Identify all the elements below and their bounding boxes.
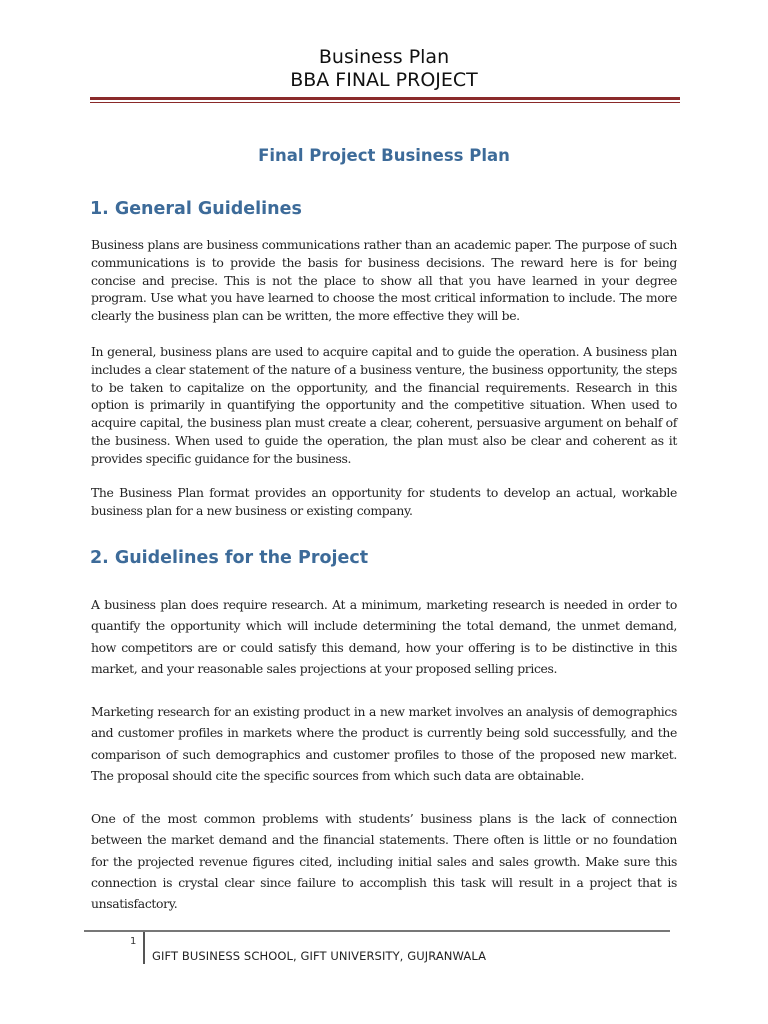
header-rule-thin xyxy=(90,102,680,103)
paragraph: Marketing research for an existing product in a new market involves an analysis of demographics and customer profiles in markets where the product is currently being sold successfully, and the comparison of such demographics and customer profiles to those of the proposed new market. The proposal should cite the specific sources from which such data are obtainable. xyxy=(91,704,677,783)
section-number: 2. xyxy=(90,548,109,568)
paragraph: In general, business plans are used to acquire capital and to guide the operation. A business plan includes a clear statement of the nature of a business venture, the business opportunity, the steps to be taken to capitalize on the opportunity, and the financial requirements. Research in this option is primarily in quantifying the opportunity and the competitive situation. When used to acquire capital, the business plan must create a clear, coherent, persuasive argument on behalf of the business. When used to guide the operation, the plan must also be clear and coherent as it provides specific guidance for the business. xyxy=(91,344,677,466)
paragraph: One of the most common problems with students’ business plans is the lack of connection between the market demand and the financial statements. There often is little or no foundation for the projected revenue figures cited, including initial sales and sales growth. Make sure this connection is crystal clear since failure to accomplish this task will result in a project that is unsatisfactory. xyxy=(91,811,677,912)
page-header xyxy=(0,46,768,92)
header-title: Business Plan xyxy=(318,46,450,68)
page-number: 1 xyxy=(130,936,137,947)
section-heading-general-guidelines xyxy=(90,199,302,219)
document-title: Final Project Business Plan xyxy=(258,146,510,165)
section-title: General Guidelines xyxy=(114,199,302,219)
section-title: Guidelines for the Project xyxy=(114,548,369,568)
header-subtitle: BBA FINAL PROJECT xyxy=(290,69,478,91)
footer-divider xyxy=(143,932,145,964)
paragraph: The Business Plan format provides an opportunity for students to develop an actual, workable business plan for a new business or existing company. xyxy=(91,485,677,518)
header-rule-thick xyxy=(90,97,680,100)
paragraph: A business plan does require research. At a minimum, marketing research is needed in order to quantify the opportunity which will include determining the total demand, the unmet demand, how competitors are or could satisfy this demand, how your offering is to be distinctive in this market, and your reasonable sales projections at your proposed selling prices. xyxy=(91,597,677,676)
section-heading-guidelines-for-project xyxy=(90,548,368,568)
section-number: 1. xyxy=(90,199,109,219)
footer-rule xyxy=(84,930,670,932)
footer-text: GIFT BUSINESS SCHOOL, GIFT UNIVERSITY, GUJRANWALA xyxy=(152,949,487,963)
paragraph: Business plans are business communications rather than an academic paper. The purpose of such communications is to provide the basis for business decisions. The reward here is for being concise and precise. This is not the place to show all that you have learned in your degree program. Use what you have learned to choose the most critical information to include. The more clearly the business plan can be written, the more effective they will be. xyxy=(91,237,677,324)
